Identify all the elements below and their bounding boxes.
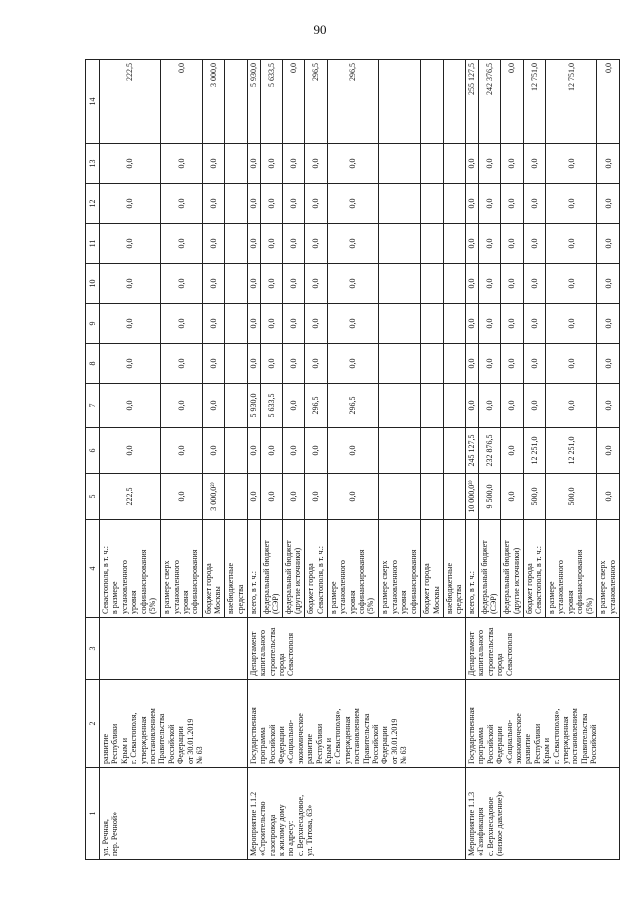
value-cell: 0,0	[305, 264, 327, 304]
value-cell: 0,0	[260, 428, 282, 474]
value-cell: 0,0	[546, 264, 597, 304]
value-cell: 9 500,0	[478, 474, 500, 520]
value-cell: 0,0	[465, 344, 478, 384]
value-cell: 0,0	[161, 224, 203, 264]
value-cell: 12 251,0	[546, 428, 597, 474]
value-cell: 0,0	[260, 224, 282, 264]
value-cell: 0,0	[247, 224, 260, 264]
funding-source-cell: в размере установленного уровня софинансирования (5%)	[327, 520, 378, 618]
value-cell: 0,0	[247, 344, 260, 384]
value-cell: 0,0	[305, 428, 327, 474]
funding-source-cell: Севастополя, в т. ч.: в размере установленного уровня софинансирования (5%)	[100, 520, 161, 618]
value-cell: 0,0	[501, 304, 523, 344]
funding-source-cell: федеральный бюджет (другие источники)	[282, 520, 304, 618]
value-cell: 0,0	[260, 304, 282, 344]
value-cell	[225, 384, 247, 428]
total-value-cell: 5 633,5	[260, 60, 282, 144]
value-cell	[421, 428, 443, 474]
funding-source-cell: федеральный бюджет (СЭР)	[478, 520, 500, 618]
value-cell: 296,5	[327, 384, 378, 428]
value-cell	[421, 304, 443, 344]
col-header: 2	[86, 680, 100, 768]
value-cell: 0,0	[478, 264, 500, 304]
funding-source-cell: всего, в т. ч.:	[465, 520, 478, 618]
value-cell: 0,0	[161, 144, 203, 184]
value-cell	[421, 344, 443, 384]
value-cell: 0,0	[202, 224, 224, 264]
value-cell: 0,0	[100, 304, 161, 344]
value-cell: 0,0	[465, 264, 478, 304]
value-cell: 0,0	[305, 144, 327, 184]
value-cell: 0,0	[501, 184, 523, 224]
funding-source-cell: бюджет города Москвы	[421, 520, 443, 618]
value-cell	[421, 264, 443, 304]
table-row	[465, 60, 478, 860]
value-cell: 0,0	[327, 144, 378, 184]
funding-source-cell: федеральный бюджет (СЭР)	[260, 520, 282, 618]
value-cell: 0,0	[465, 384, 478, 428]
value-cell: 0,0	[597, 384, 620, 428]
table-row	[100, 60, 161, 860]
value-cell: 0,0	[478, 144, 500, 184]
funding-source-cell: в размере установленного уровня софинансирования (5%)	[546, 520, 597, 618]
value-cell: 0,0	[546, 144, 597, 184]
value-cell: 0,0	[100, 344, 161, 384]
executor-cell: Департамент капитального строительства города Севастополя	[247, 618, 465, 680]
total-value-cell	[225, 60, 247, 144]
value-cell: 0,0	[202, 384, 224, 428]
value-cell: 0,0	[305, 344, 327, 384]
value-cell: 0,0	[305, 184, 327, 224]
value-cell: 5 930,0	[247, 384, 260, 428]
program-cell: Государственная программа Российской Федерации «Социально- экономическое развитие Республики Крым и г. Севастополя», утвержденная постановлением Правительства Российской Федерации от 30.01.2019 № 63	[247, 680, 465, 768]
page-number: 90	[313, 22, 327, 37]
funding-source-cell: в размере сверх установленного	[597, 520, 620, 618]
value-cell	[225, 264, 247, 304]
value-cell	[443, 264, 465, 304]
value-cell	[443, 428, 465, 474]
total-value-cell	[421, 60, 443, 144]
value-cell: 3 000,0²⁾	[202, 474, 224, 520]
value-cell: 0,0	[478, 344, 500, 384]
value-cell: 0,0	[546, 384, 597, 428]
value-cell: 0,0	[282, 144, 304, 184]
value-cell: 0,0	[597, 344, 620, 384]
value-cell: 0,0	[202, 344, 224, 384]
col-header: 13	[86, 144, 100, 184]
value-cell: 0,0	[202, 428, 224, 474]
total-value-cell: 296,5	[305, 60, 327, 144]
value-cell	[225, 184, 247, 224]
value-cell: 0,0	[478, 184, 500, 224]
value-cell: 0,0	[546, 304, 597, 344]
value-cell	[225, 428, 247, 474]
value-cell: 0,0	[247, 264, 260, 304]
value-cell: 5 633,5	[260, 384, 282, 428]
value-cell: 0,0	[202, 264, 224, 304]
col-header: 11	[86, 224, 100, 264]
value-cell: 0,0	[247, 428, 260, 474]
value-cell: 10 000,0³⁾	[465, 474, 478, 520]
funding-source-cell: бюджет города Москвы	[202, 520, 224, 618]
value-cell	[379, 224, 421, 264]
value-cell: 0,0	[465, 304, 478, 344]
col-header: 7	[86, 384, 100, 428]
value-cell: 0,0	[597, 184, 620, 224]
funding-source-cell: всего, в т. ч.:	[247, 520, 260, 618]
total-value-cell: 222,5	[100, 60, 161, 144]
value-cell	[421, 474, 443, 520]
value-cell: 0,0	[465, 144, 478, 184]
value-cell: 245 127,5	[465, 428, 478, 474]
value-cell: 0,0	[501, 384, 523, 428]
value-cell: 0,0	[597, 264, 620, 304]
value-cell: 0,0	[523, 384, 545, 428]
col-header: 8	[86, 344, 100, 384]
value-cell	[443, 144, 465, 184]
value-cell	[443, 474, 465, 520]
value-cell: 0,0	[161, 428, 203, 474]
value-cell	[225, 224, 247, 264]
value-cell: 0,0	[478, 384, 500, 428]
column-number-row	[86, 60, 100, 860]
funding-source-cell: бюджет города Севастополя, в т. ч.:	[305, 520, 327, 618]
table-body	[100, 60, 620, 860]
value-cell: 0,0	[161, 304, 203, 344]
rotated-table-wrapper	[85, 60, 620, 860]
funding-source-cell: в размере сверх установленного уровня софинансирования	[161, 520, 203, 618]
value-cell: 0,0	[478, 304, 500, 344]
table-row	[247, 60, 260, 860]
value-cell: 0,0	[247, 474, 260, 520]
value-cell: 222,5	[100, 474, 161, 520]
measure-name-cell: ул. Речная, пер. Речной»	[100, 768, 248, 860]
col-header: 4	[86, 520, 100, 618]
total-value-cell: 0,0	[282, 60, 304, 144]
value-cell: 0,0	[597, 144, 620, 184]
value-cell: 0,0	[327, 344, 378, 384]
value-cell: 0,0	[327, 184, 378, 224]
value-cell: 0,0	[282, 474, 304, 520]
value-cell: 0,0	[260, 474, 282, 520]
value-cell	[379, 384, 421, 428]
value-cell	[225, 144, 247, 184]
value-cell: 232 876,5	[478, 428, 500, 474]
col-header: 14	[86, 60, 100, 144]
total-value-cell	[379, 60, 421, 144]
col-header: 1	[86, 768, 100, 860]
value-cell: 0,0	[202, 184, 224, 224]
total-value-cell: 3 000,0	[202, 60, 224, 144]
value-cell: 0,0	[260, 264, 282, 304]
value-cell: 500,0	[523, 474, 545, 520]
executor-cell	[100, 618, 248, 680]
total-value-cell	[443, 60, 465, 144]
value-cell: 0,0	[282, 428, 304, 474]
value-cell	[421, 144, 443, 184]
measure-name-cell: Мероприятие 1.1.3 «Газификация с. Верхнесадовое (низкое давление)»	[465, 768, 619, 860]
value-cell: 0,0	[501, 144, 523, 184]
value-cell: 0,0	[260, 344, 282, 384]
value-cell: 0,0	[247, 144, 260, 184]
total-value-cell: 0,0	[597, 60, 620, 144]
value-cell: 0,0	[161, 344, 203, 384]
value-cell: 0,0	[523, 224, 545, 264]
funding-source-cell: внебюджетные средства	[443, 520, 465, 618]
value-cell	[225, 474, 247, 520]
total-value-cell: 5 930,0	[247, 60, 260, 144]
value-cell	[225, 304, 247, 344]
value-cell	[421, 384, 443, 428]
value-cell: 0,0	[597, 304, 620, 344]
value-cell: 0,0	[597, 224, 620, 264]
value-cell	[379, 184, 421, 224]
value-cell	[379, 344, 421, 384]
value-cell: 0,0	[247, 184, 260, 224]
total-value-cell: 0,0	[161, 60, 203, 144]
executor-cell: Департамент капитального строительства города Севастополя	[465, 618, 619, 680]
value-cell: 0,0	[465, 184, 478, 224]
funding-source-cell: бюджет города Севастополя, в т. ч.:	[523, 520, 545, 618]
value-cell: 0,0	[327, 264, 378, 304]
total-value-cell: 12 751,0	[546, 60, 597, 144]
value-cell: 0,0	[202, 304, 224, 344]
value-cell: 0,0	[305, 474, 327, 520]
value-cell	[379, 144, 421, 184]
total-value-cell: 296,5	[327, 60, 378, 144]
value-cell: 0,0	[501, 474, 523, 520]
program-cell: Государственная программа Российской Федерации «Социально- экономическое развитие Республики Крым и г. Севастополя», утвержденная постановлением Правительства Российской	[465, 680, 619, 768]
value-cell: 0,0	[501, 428, 523, 474]
value-cell: 0,0	[247, 304, 260, 344]
value-cell: 12 251,0	[523, 428, 545, 474]
value-cell: 0,0	[161, 184, 203, 224]
value-cell: 0,0	[327, 304, 378, 344]
value-cell	[421, 224, 443, 264]
value-cell: 0,0	[100, 384, 161, 428]
value-cell: 0,0	[501, 344, 523, 384]
funding-source-cell: федеральный бюджет (другие источники)	[501, 520, 523, 618]
value-cell: 0,0	[161, 474, 203, 520]
value-cell	[225, 344, 247, 384]
total-value-cell: 0,0	[501, 60, 523, 144]
program-cell: развитие Республики Крым и г. Севастополя, утвержденная постановлением Правительства Российской Федерации от 30.01.2019 № 63	[100, 680, 248, 768]
value-cell: 0,0	[260, 144, 282, 184]
total-value-cell: 255 127,5	[465, 60, 478, 144]
value-cell: 0,0	[478, 224, 500, 264]
value-cell: 500,0	[546, 474, 597, 520]
value-cell	[421, 184, 443, 224]
value-cell: 0,0	[282, 344, 304, 384]
col-header: 5	[86, 474, 100, 520]
value-cell	[379, 264, 421, 304]
value-cell: 0,0	[100, 224, 161, 264]
value-cell: 0,0	[597, 428, 620, 474]
value-cell: 0,0	[327, 474, 378, 520]
value-cell	[443, 224, 465, 264]
value-cell: 0,0	[202, 144, 224, 184]
value-cell	[443, 384, 465, 428]
total-value-cell: 12 751,0	[523, 60, 545, 144]
value-cell: 0,0	[546, 184, 597, 224]
value-cell: 0,0	[523, 304, 545, 344]
value-cell: 0,0	[100, 184, 161, 224]
value-cell: 0,0	[501, 264, 523, 304]
col-header: 10	[86, 264, 100, 304]
budget-table	[85, 59, 620, 860]
value-cell: 0,0	[100, 144, 161, 184]
funding-source-cell: внебюджетные средства	[225, 520, 247, 618]
value-cell: 0,0	[327, 428, 378, 474]
value-cell: 0,0	[282, 184, 304, 224]
value-cell: 0,0	[597, 474, 620, 520]
col-header: 6	[86, 428, 100, 474]
col-header: 12	[86, 184, 100, 224]
value-cell: 0,0	[523, 264, 545, 304]
value-cell: 0,0	[546, 224, 597, 264]
value-cell: 0,0	[465, 224, 478, 264]
value-cell	[443, 304, 465, 344]
value-cell	[443, 184, 465, 224]
value-cell	[379, 474, 421, 520]
value-cell: 0,0	[523, 184, 545, 224]
value-cell: 0,0	[100, 428, 161, 474]
value-cell: 0,0	[161, 264, 203, 304]
col-header: 9	[86, 304, 100, 344]
value-cell: 0,0	[282, 304, 304, 344]
value-cell: 0,0	[161, 384, 203, 428]
value-cell: 296,5	[305, 384, 327, 428]
col-header: 3	[86, 618, 100, 680]
value-cell: 0,0	[305, 224, 327, 264]
value-cell: 0,0	[305, 304, 327, 344]
value-cell	[379, 428, 421, 474]
value-cell: 0,0	[282, 224, 304, 264]
value-cell	[379, 304, 421, 344]
measure-name-cell: Мероприятие 1.1.2 «Строительство газопровода к жилому дому по адресу: с. Верхнесадовое, ул. Титова, 63»	[247, 768, 465, 860]
total-value-cell: 242 376,5	[478, 60, 500, 144]
value-cell: 0,0	[327, 224, 378, 264]
value-cell: 0,0	[100, 264, 161, 304]
value-cell: 0,0	[523, 344, 545, 384]
value-cell	[443, 344, 465, 384]
value-cell: 0,0	[260, 184, 282, 224]
value-cell: 0,0	[523, 144, 545, 184]
value-cell: 0,0	[546, 344, 597, 384]
value-cell: 0,0	[282, 264, 304, 304]
value-cell: 0,0	[501, 224, 523, 264]
funding-source-cell: в размере сверх установленного уровня софинансирования	[379, 520, 421, 618]
value-cell: 0,0	[282, 384, 304, 428]
